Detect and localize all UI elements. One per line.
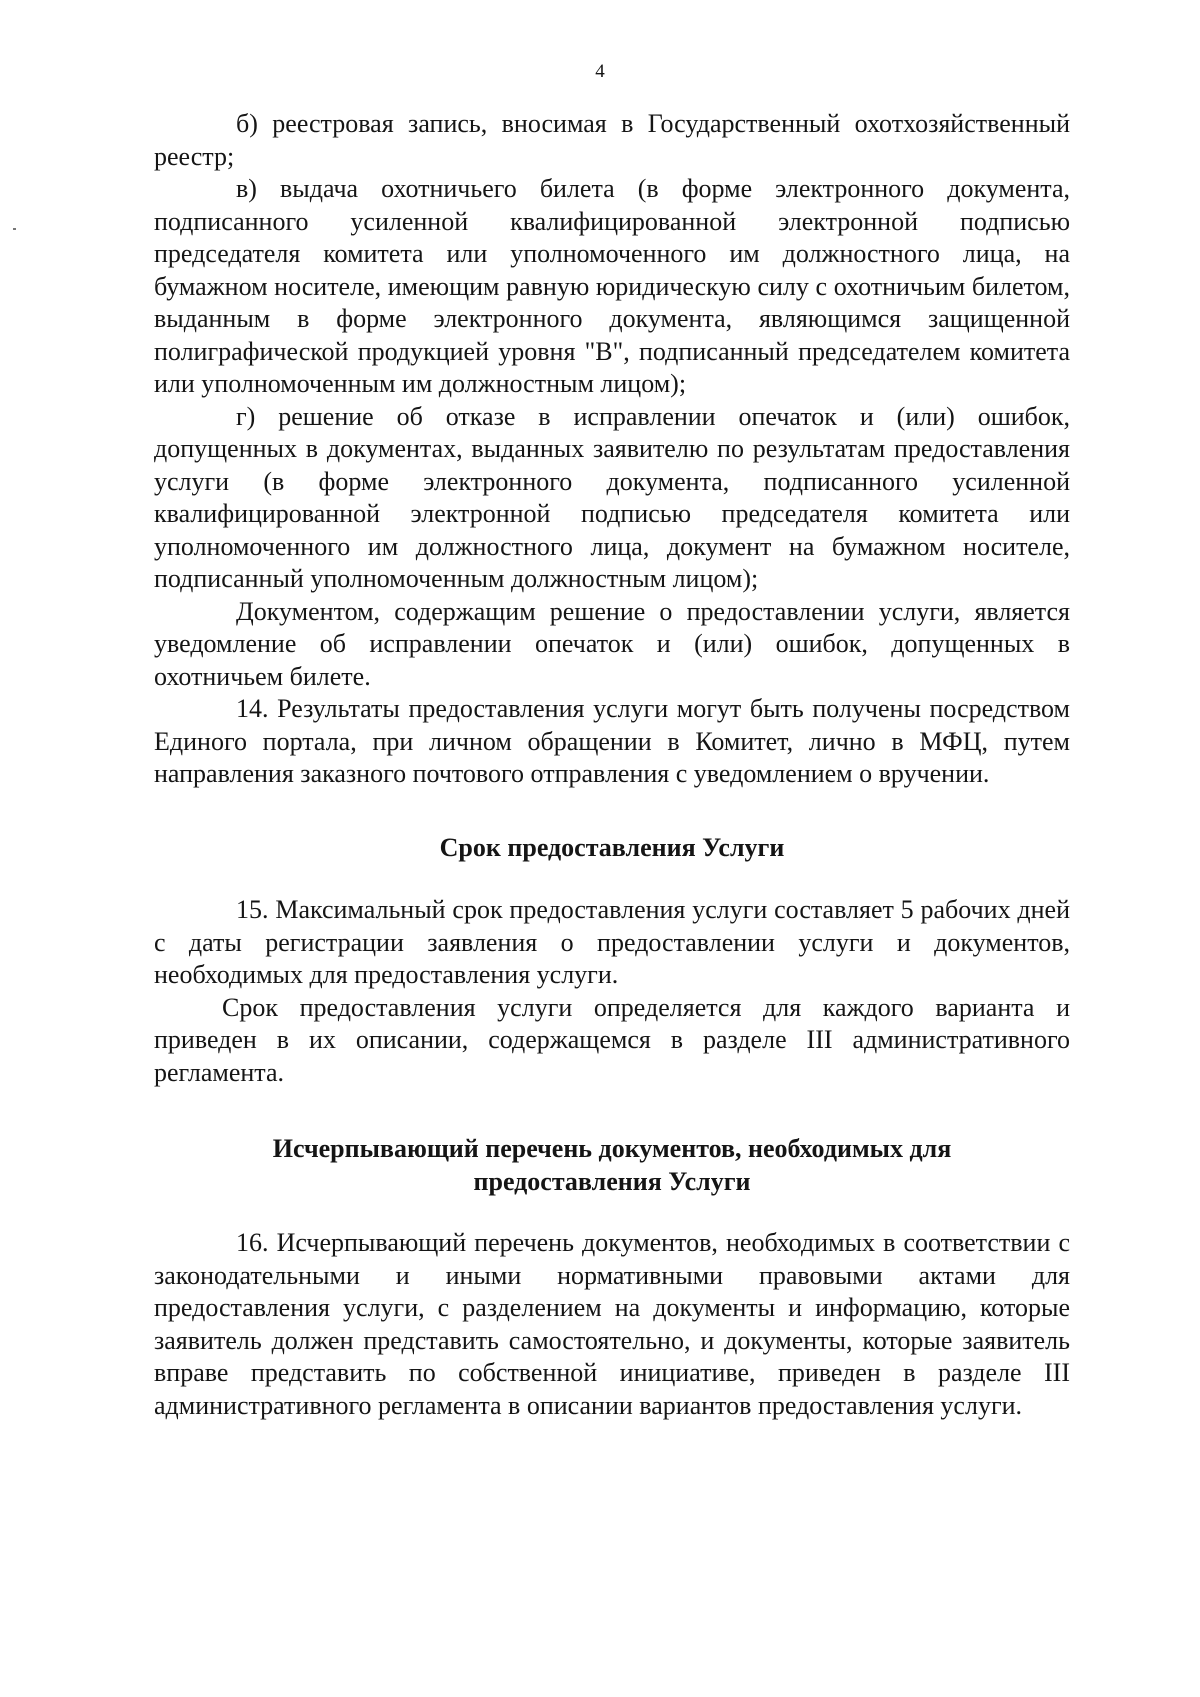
paragraph-refusal-decision: г) решение об отказе в исправлении опечаток и (или) ошибок, допущенных в документах, выданных заявителю по результатам предоставления услуги (в форме электронного документа, подписанного усиленной квалифицированной электронной подписью председателя комитета или уполномоченного им должностного лица, документ на бумажном носителе, подписанный уполномоченным должностным лицом); <box>154 401 1070 593</box>
page-number: 4 <box>595 61 605 82</box>
section-required-documents <box>154 1227 1070 1422</box>
heading-required-documents-line-2: предоставления Услуги <box>473 1166 751 1196</box>
paragraph-term-variants: Срок предоставления услуги определяется для каждого варианта и приведен в их описании, содержащемся в разделе III административного регламента. <box>154 992 1070 1087</box>
paragraph-decision-document: Документом, содержащим решение о предоставлении услуги, является уведомление об исправлении опечаток и (или) ошибок, допущенных в охотничьем билете. <box>154 596 1070 691</box>
paragraph-hunting-license: в) выдача охотничьего билета (в форме электронного документа, подписанного усиленной квалифицированной электронной подписью председателя комитета или уполномоченного им должностного лица, на бумажном носителе, имеющим равную юридическую силу с охотничьим билетом, выданным в форме электронного документа, являющимся защищенной полиграфической продукцией уровня "В", подписанный председателем комитета или уполномоченным им должностным лицом); <box>154 174 1070 398</box>
heading-required-documents <box>154 1133 1070 1198</box>
paragraph-max-term: 15. Максимальный срок предоставления услуги составляет 5 рабочих дней с даты регистрации заявления о предоставлении услуги и документов, необходимых для предоставления услуги. <box>154 895 1070 989</box>
document-body <box>154 108 1070 1422</box>
section-service-term <box>154 894 1070 1089</box>
heading-required-documents-line-1: Исчерпывающий перечень документов, необходимых для <box>272 1134 952 1163</box>
scan-artifact-dot <box>13 228 16 230</box>
paragraph-results-receipt: 14. Результаты предоставления услуги могут быть получены посредством Единого портала, при личном обращении в Комитет, лично в МФЦ, путем направления заказного почтового отправления с уведомлением о вручении. <box>154 694 1070 788</box>
paragraph-required-documents: 16. Исчерпывающий перечень документов, необходимых в соответствии с законодательными и иными нормативными правовыми актами для предоставления услуги, с разделением на документы и информацию, которые заявитель должен представить самостоятельно, и документы, которые заявитель вправе представить по собственной инициативе, приведен в разделе III административного регламента в описании вариантов предоставления услуги. <box>154 1228 1070 1420</box>
heading-service-term: Срок предоставления Услуги <box>439 832 785 862</box>
paragraph-registry-entry: б) реестровая запись, вносимая в Государственный охотхозяйственный реестр; <box>154 109 1070 171</box>
